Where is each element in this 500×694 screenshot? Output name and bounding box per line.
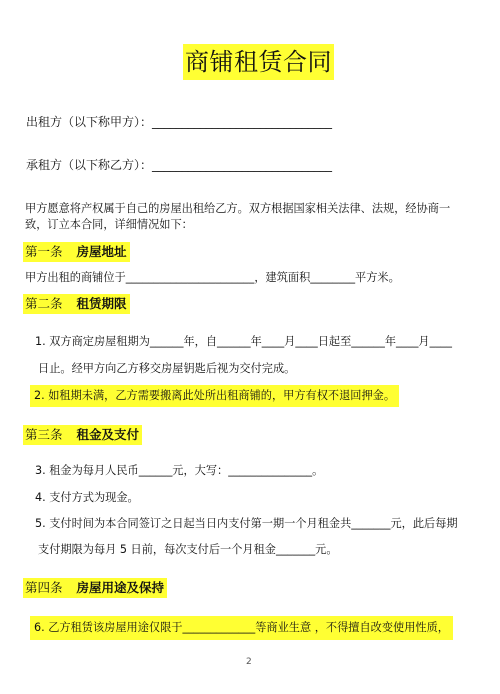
section-4-number: 第四条: [25, 580, 63, 595]
section-4-title: 房屋用途及保持: [76, 580, 165, 595]
section-2-title: 租赁期限: [76, 296, 127, 311]
item-1-line-2: 日止。经甲方向乙方移交房屋钥匙后视为交付完成。: [38, 362, 296, 375]
section-3-heading: [23, 425, 142, 445]
item-4: 4. 支付方式为现金。: [35, 491, 139, 504]
item-1-line-1: 1. 双方商定房屋租期为______年，自______年____月____日起至______年____月____: [35, 335, 452, 348]
section-2-number: 第二条: [25, 296, 63, 311]
page-number: 2: [246, 657, 252, 667]
intro-line-2: 致，订立本合同，详细情况如下：: [25, 218, 193, 231]
item-3: 3. 租金为每月人民币______元，大写：_______________。: [35, 464, 324, 477]
lessee-line: 承租方（以下称乙方）：______________________________: [26, 158, 333, 172]
document-title: 商铺租赁合同: [183, 44, 334, 80]
section-1-number: 第一条: [25, 244, 63, 259]
item-6-highlighted: 6. 乙方租赁该房屋用途仅限于_____________等商业生意 ，不得擅自改变使用性质，: [30, 616, 453, 640]
item-2-highlighted: 2. 如租期未满，乙方需要搬离此处所出租商铺的，甲方有权不退回押金。: [30, 385, 399, 407]
section-2-heading: [23, 294, 130, 314]
lessor-line: 出租方（以下称甲方）：______________________________: [26, 115, 333, 129]
section-3-title: 租金及支付: [76, 427, 140, 442]
section-1-text: 甲方出租的商铺位于_______________________，建筑面积________平方米。: [25, 271, 400, 284]
intro-line-1: 甲方愿意将产权属于自己的房屋出租给乙方。双方根据国家相关法律、法规，经协商一: [25, 202, 451, 215]
section-4-heading: [23, 578, 167, 598]
section-1-title: 房屋地址: [76, 244, 127, 259]
section-1-heading: [23, 242, 130, 262]
item-5-line-2: 支付期限为每月 5 日前，每次支付后一个月租金_______元。: [38, 543, 338, 556]
section-3-number: 第三条: [25, 427, 63, 442]
item-5-line-1: 5. 支付时间为本合同签订之日起当日内支付第一期一个月租金共_______元，此后每期: [35, 517, 458, 530]
